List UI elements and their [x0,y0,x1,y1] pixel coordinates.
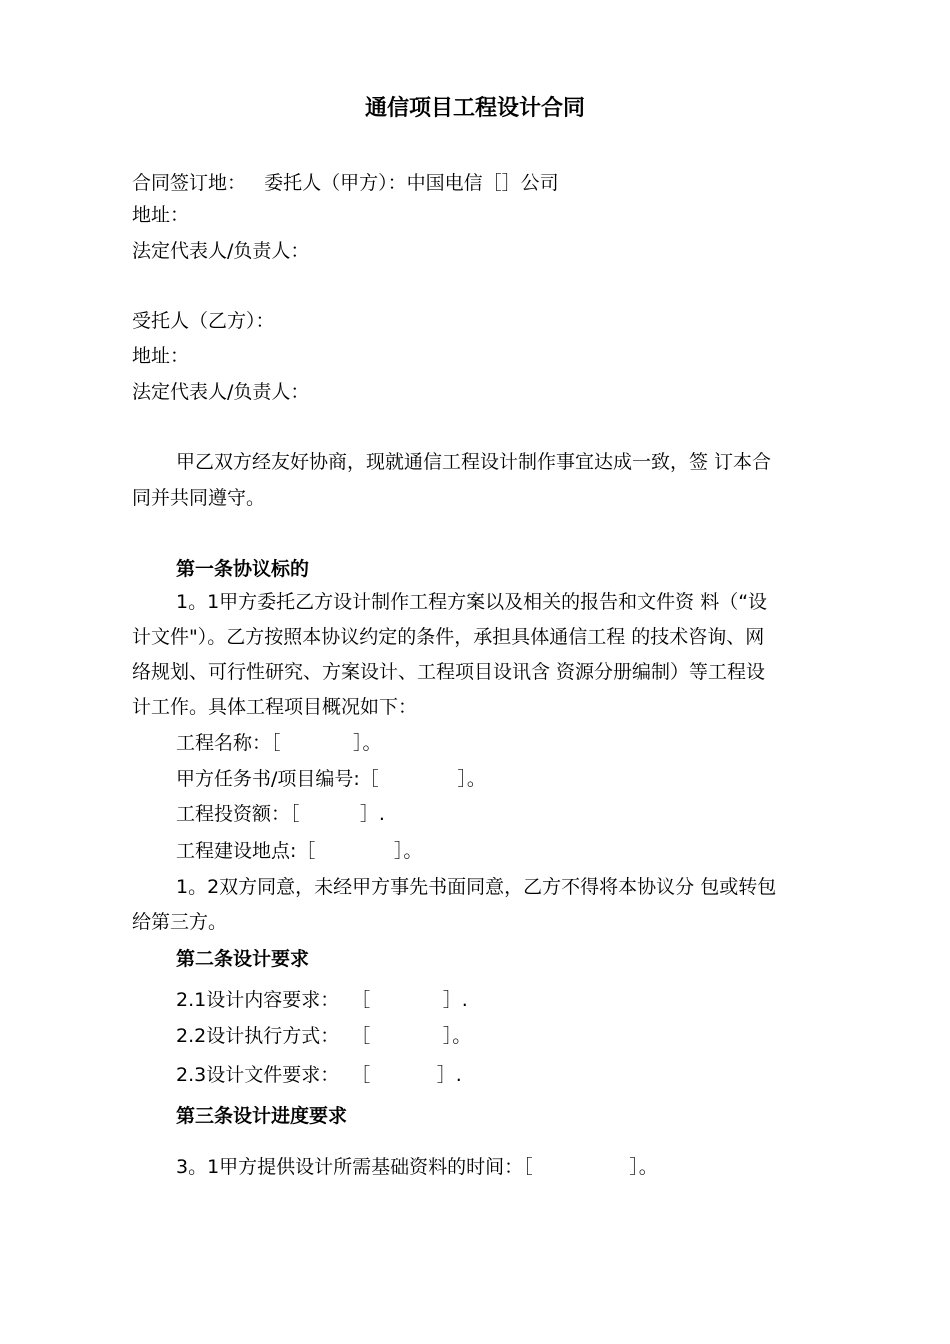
party-b-representative: 法定代表人/负责人： [132,381,310,403]
design-execution-method: 2.2设计执行方式： ［ ］。 [176,1025,472,1047]
design-document-requirement: 2.3设计文件要求： ［ ］. [176,1064,462,1086]
article1-paragraph-line: 络规划、可行性研究、方案设计、工程项目设讯含 资源分册编制）等工程设 [132,661,766,683]
party-b-address: 地址： [132,345,190,367]
article1-paragraph-line: 计工作。具体工程项目概况如下： [132,696,418,718]
intro-line: 同并共同遵守。 [132,487,266,509]
article1-heading: 第一条协议标的 [176,558,310,580]
design-content-requirement: 2.1设计内容要求： ［ ］. [176,989,468,1011]
sign-place-line: 合同签订地： 委托人（甲方）：中国电信［］公司 [132,172,559,194]
article1-paragraph-line: 计文件"）。乙方按照本协议约定的条件，承担具体通信工程 的技术咨询、网 [132,626,765,648]
article1-paragraph-line: 1。1甲方委托乙方设计制作工程方案以及相关的报告和文件资 料（“设 [176,591,768,613]
article1-clause2-line: 1。2双方同意，未经甲方事先书面同意，乙方不得将本协议分 包或转包 [176,876,777,898]
party-a-representative: 法定代表人/负责人： [132,240,310,262]
article1-clause2-line: 给第三方。 [132,911,228,933]
page-title: 通信项目工程设计合同 [364,96,585,121]
investment-field: 工程投资额：［ ］. [176,803,385,825]
construction-site-field: 工程建设地点:［ ］。 [176,840,423,862]
article3-heading: 第三条设计进度要求 [176,1105,348,1127]
task-number-field: 甲方任务书/项目编号:［ ］。 [176,768,486,790]
party-b-line: 受托人（乙方）： [132,310,275,332]
article2-heading: 第二条设计要求 [176,948,310,970]
party-a-address: 地址： [132,204,190,226]
project-name-field: 工程名称：［ ］。 [176,732,382,754]
material-delivery-time: 3。1甲方提供设计所需基础资料的时间：［ ］。 [176,1156,658,1178]
intro-line: 甲乙双方经友好协商，现就通信工程设计制作事宜达成一致，签 订本合 [176,451,772,473]
